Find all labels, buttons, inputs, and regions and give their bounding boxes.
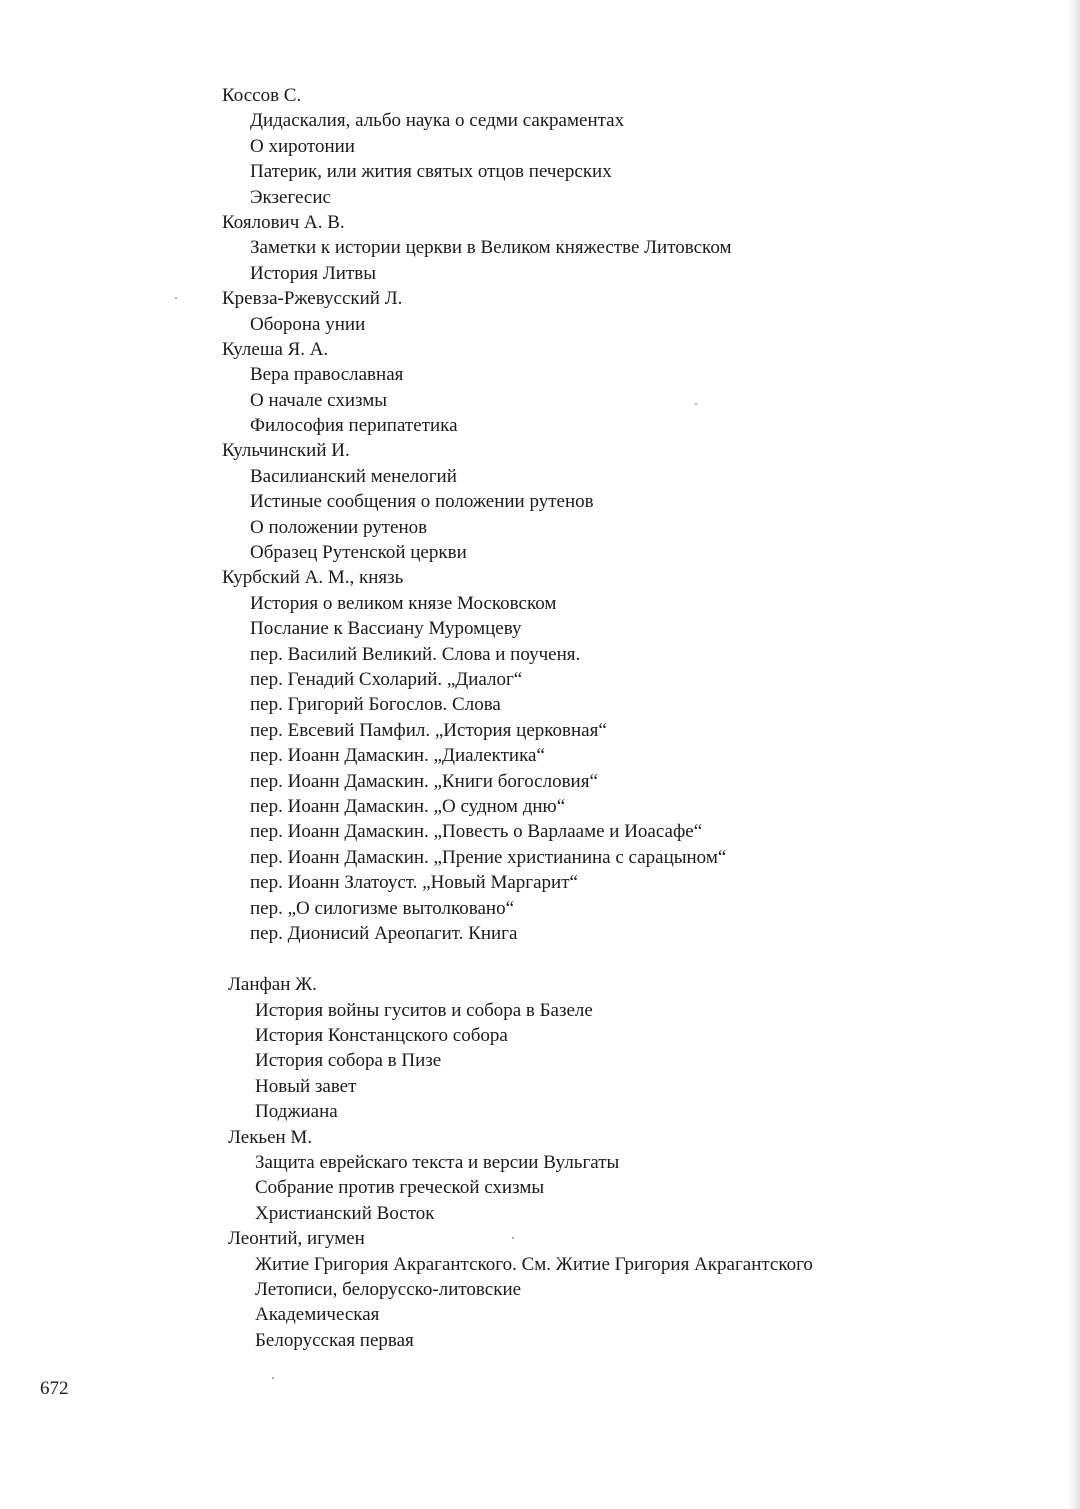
work-title: пер. Иоанн Дамаскин. „Диалектика“ <box>250 745 545 767</box>
index-entry <box>0 565 1080 946</box>
index-entry <box>0 337 1080 439</box>
work-title: История Литвы <box>250 262 376 284</box>
author-name: Коссов С. <box>222 85 302 106</box>
work-title: Истиные сообщения о положении рутенов <box>250 491 594 513</box>
work-title: Патерик, или жития святых отцов печерских <box>250 161 612 183</box>
work-title: Образец Рутенской церкви <box>250 542 467 564</box>
work-title: пер. Иоанн Дамаскин. „Повесть о Варлааме и Иоасафе“ <box>250 821 703 843</box>
work-title: Житие Григория Акрагантского. См. Житие Григория Акрагантского <box>255 1253 813 1275</box>
work-title: пер. Генадий Схоларий. „Диалог“ <box>250 668 523 690</box>
author-name: Кулеша Я. А. <box>222 338 329 360</box>
work-title: Собрание против греческой схизмы <box>255 1177 545 1199</box>
work-title: Экзегесис <box>250 186 331 208</box>
work-title: Василианский менелогий <box>250 465 457 487</box>
work-title: Дидаскалия, альбо наука о седми сакраментах <box>250 110 625 132</box>
page-number: 672 <box>40 1378 69 1399</box>
work-title: Новый завет <box>255 1075 357 1097</box>
work-title: пер. Василий Великий. Слова и поученя. <box>250 643 581 665</box>
index-group-k <box>0 83 1080 946</box>
index-entry <box>0 972 1080 1124</box>
work-title: Послание к Вассиану Муромцеву <box>250 618 522 640</box>
work-title: пер. „О силогизме вытолковано“ <box>250 897 515 919</box>
index-entry <box>0 286 1080 337</box>
work-title: пер. Иоанн Дамаскин. „О судном дню“ <box>250 795 566 817</box>
work-title: Философия перипатетика <box>250 415 458 437</box>
work-title: Заметки к истории церкви в Великом княжестве Литовском <box>250 237 732 259</box>
index-entry <box>0 438 1080 565</box>
scan-speck <box>272 1377 274 1379</box>
work-title: История Констанцского собора <box>255 1025 508 1047</box>
work-title: О начале схизмы <box>250 389 388 411</box>
work-title: Оборона унии <box>250 313 366 335</box>
work-title: Академическая <box>255 1304 380 1326</box>
work-title: пер. Иоанн Златоуст. „Новый Маргарит“ <box>250 872 578 894</box>
work-title: пер. Иоанн Дамаскин. „Прение христианина с сарацыном“ <box>250 846 727 868</box>
work-title: Защита еврейскаго текста и версии Вульгаты <box>255 1152 620 1174</box>
author-name: Кульчинский И. <box>222 440 350 462</box>
author-name: Лекьен М. <box>228 1126 313 1148</box>
work-title: Летописи, белорусско-литовские <box>255 1278 522 1300</box>
author-name: Ланфан Ж. <box>228 974 317 996</box>
work-title: Белорусская первая <box>255 1329 414 1351</box>
work-title: пер. Григорий Богослов. Слова <box>250 694 501 716</box>
index-entry <box>0 1125 1080 1227</box>
name-index <box>0 83 1080 1353</box>
author-name: Кревза-Ржевусский Л. <box>222 288 403 310</box>
author-name: Леонтий, игумен <box>228 1228 365 1250</box>
index-group-l <box>0 972 1080 1353</box>
work-title: История войны гуситов и собора в Базеле <box>255 999 593 1021</box>
work-title: Христианский Восток <box>255 1202 435 1224</box>
work-title: пер. Евсевий Памфил. „История церковная“ <box>250 719 607 741</box>
index-entry <box>0 1226 1080 1353</box>
author-name: Курбский А. М., князь <box>222 567 404 589</box>
work-title: О положении рутенов <box>250 516 428 538</box>
index-entry <box>0 83 1080 210</box>
work-title: История собора в Пизе <box>255 1050 442 1072</box>
work-title: Вера православная <box>250 364 404 386</box>
index-entry <box>0 210 1080 286</box>
work-title: Поджиана <box>255 1101 338 1123</box>
work-title: История о великом князе Московском <box>250 592 557 614</box>
work-title: О хиротонии <box>250 135 355 157</box>
work-title: пер. Иоанн Дамаскин. „Книги богословия“ <box>250 770 598 792</box>
work-title: пер. Дионисий Ареопагит. Книга <box>250 922 518 944</box>
author-name: Коялович А. В. <box>222 211 345 233</box>
